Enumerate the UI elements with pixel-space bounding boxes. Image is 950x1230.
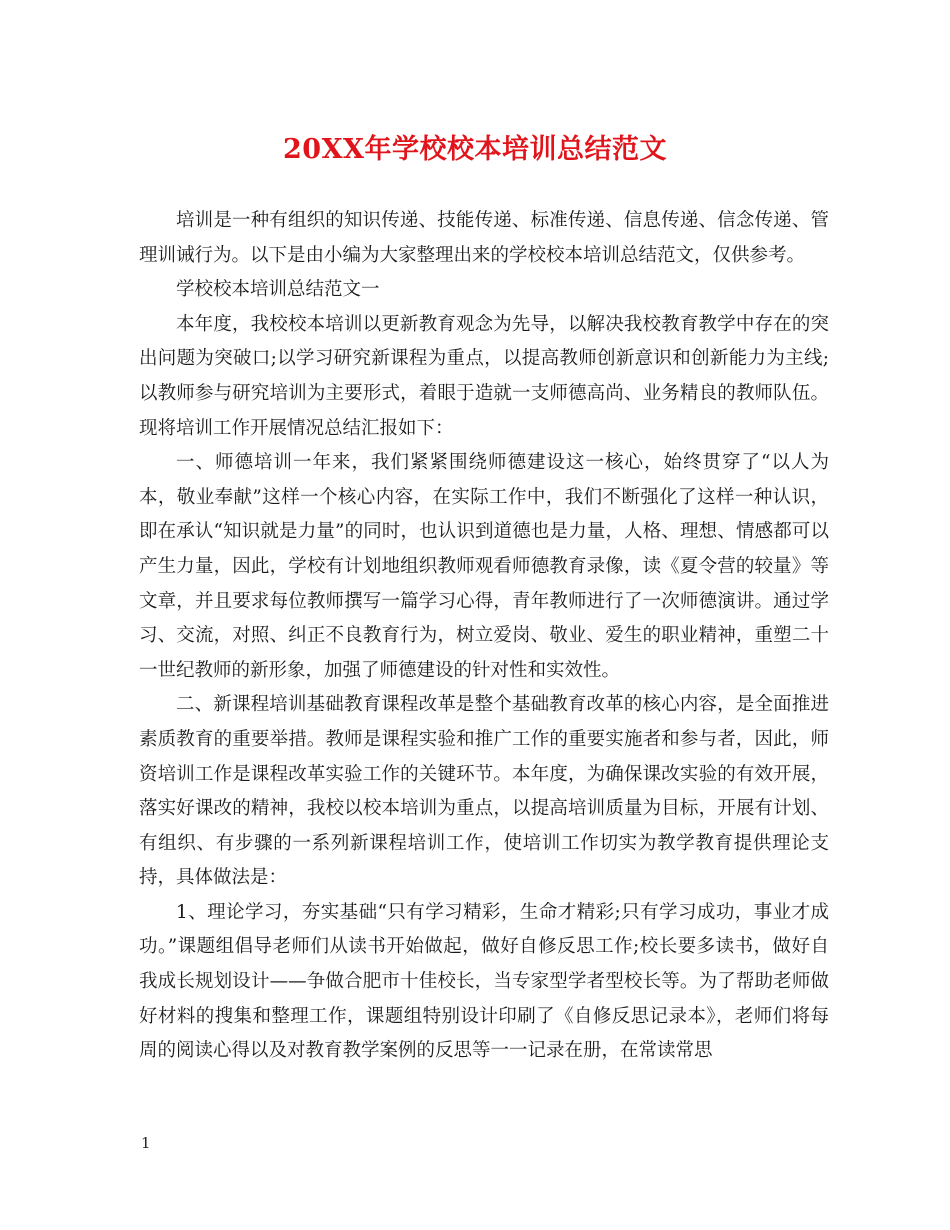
page-number: 1 (141, 1134, 151, 1152)
document-body (139, 204, 829, 1069)
overview-paragraph: 本年度，我校校本培训以更新教育观念为先导，以解决我校教育教学中存在的突出问题为突破口;以学习研究新课程为重点，以提高教师创新意识和创新能力为主线;以教师参与研究培训为主要形式，着眼于造就一支师德高尚、业务精良的教师队伍。现将培训工作开展情况总结汇报如下： (139, 313, 829, 439)
ethics-training-paragraph: 一、师德培训一年来，我们紧紧围绕师德建设这一核心，始终贯穿了“以人为本，敬业奉献”这样一个核心内容，在实际工作中，我们不断强化了这样一种认识，即在承认“知识就是力量”的同时，也认识到道德也是力量，人格、理想、情感都可以产生力量，因此，学校有计划地组织教师观看师德教育录像，读《夏令营的较量》等文章，并且要求每位教师撰写一篇学习心得，青年教师进行了一次师德演讲。通过学习、交流，对照、纠正不良教育行为，树立爱岗、敬业、爱生的职业精神，重塑二十一世纪教师的新形象，加强了师德建设的针对性和实效性。 (139, 452, 829, 681)
curriculum-training-paragraph: 二、新课程培训基础教育课程改革是整个基础教育改革的核心内容，是全面推进素质教育的重要举措。教师是课程实验和推广工作的重要实施者和参与者，因此，师资培训工作是课程改革实验工作的关键环节。本年度，为确保课改实验的有效开展，落实好课改的精神，我校以校本培训为重点，以提高培训质量为目标，开展有计划、有组织、有步骤的一系列新课程培训工作，使培训工作切实为教学教育提供理论支持，具体做法是： (139, 694, 829, 889)
theory-study-paragraph: 1、理论学习，夯实基础“只有学习精彩，生命才精彩;只有学习成功，事业才成功。”课题组倡导老师们从读书开始做起，做好自修反思工作;校长要多读书，做好自我成长规划设计——争做合肥市十佳校长，当专家型学者型校长等。为了帮助老师做好材料的搜集和整理工作，课题组特别设计印刷了《自修反思记录本》，老师们将每周的阅读心得以及对教育教学案例的反思等一一记录在册，在常读常思 (139, 901, 829, 1062)
section-heading: 学校校本培训总结范文一 (176, 279, 380, 301)
intro-paragraph: 培训是一种有组织的知识传递、技能传递、标准传递、信息传递、信念传递、管理训诫行为。以下是由小编为大家整理出来的学校校本培训总结范文，仅供参考。 (139, 210, 829, 266)
document-title: 20XX年学校校本培训总结范文 (283, 134, 667, 165)
